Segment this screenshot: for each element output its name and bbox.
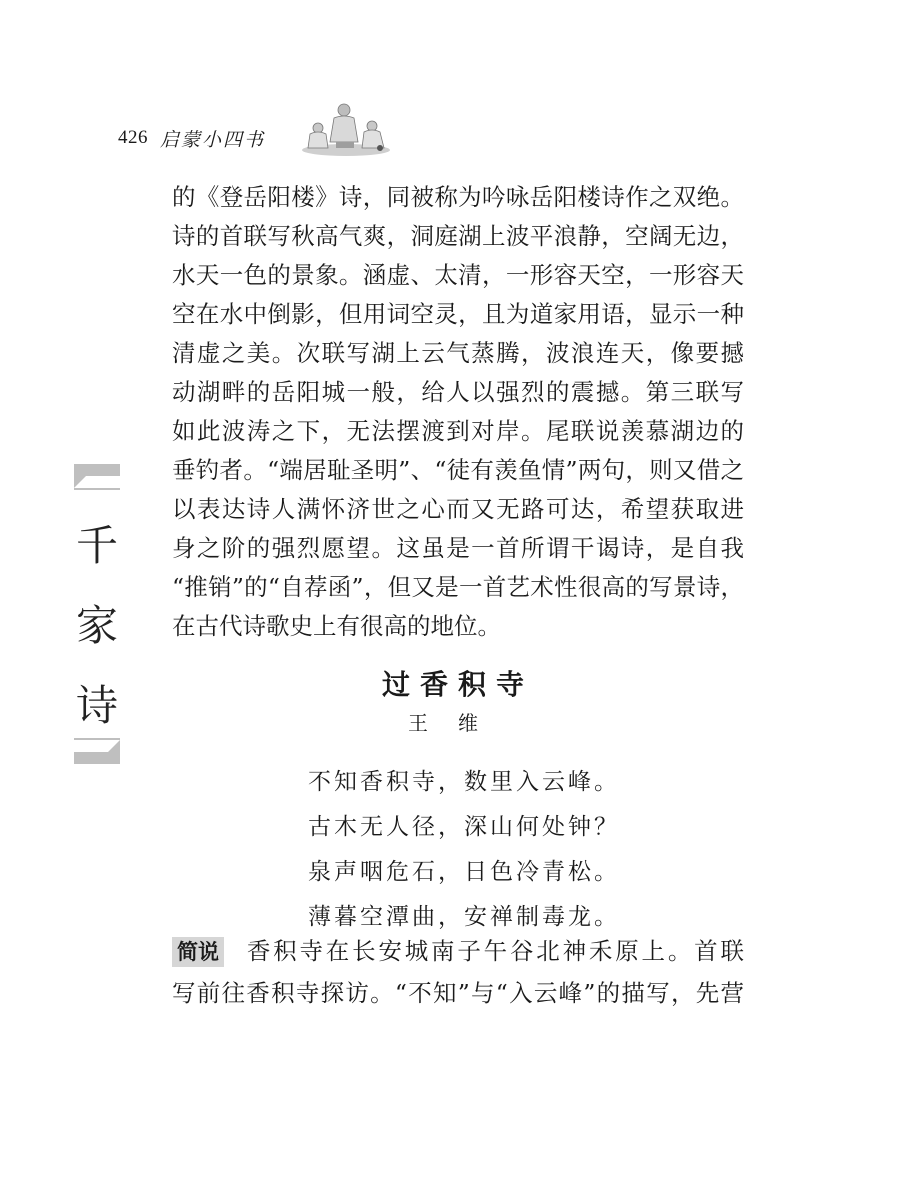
poem-author: 王维 [408,711,508,735]
running-header [118,118,265,158]
text-line: 身之阶的强烈愿望。这虽是一首所谓干谒诗，是自我 [172,534,744,562]
text-line: 动湖畔的岳阳城一般，给人以强烈的震撼。第三联写 [172,378,744,406]
side-tab-bottom-bracket [72,738,122,766]
text-line: 在古代诗歌史上有很高的地位。 [172,612,501,640]
text-line: 诗的首联写秋高气爽，洞庭湖上波平浪静，空阔无边， [172,222,744,250]
note-text: 香积寺在长安城南子午谷北神禾原上。首联 [244,937,744,965]
note-text: 写前往香积寺探访。“不知”与“入云峰”的描写，先营 [172,979,744,1007]
poem-line: 薄暮空潭曲，安禅制毒龙。 [308,904,620,930]
poem-line: 不知香积寺，数里入云峰。 [308,769,620,795]
poem-line: 古木无人径，深山何处钟？ [308,814,620,840]
side-tab-char: 家 [75,601,118,650]
poem-line: 泉声咽危石，日色冷青松。 [308,859,620,885]
text-line: 空在水中倒影，但用词空灵，且为道家用语，显示一种 [172,300,744,328]
note-first-line [172,930,744,972]
text-line: 如此波涛之下，无法摆渡到对岸。尾联说羡慕湖边的 [172,417,744,445]
text-line: 垂钓者。“端居耻圣明”、“徒有羡鱼情”两句，则又借之 [172,456,744,484]
poem-body [308,760,620,940]
commentary-paragraph [172,178,744,646]
side-tab-char: 千 [75,521,118,570]
poem-title: 过香积寺 [381,668,534,701]
book-title: 启蒙小四书 [160,128,266,151]
side-tab-char: 诗 [75,681,118,730]
header-illustration [300,98,392,158]
section-side-tab [72,462,124,772]
text-line: 清虚之美。次联写湖上云气蒸腾，波浪连天，像要撼 [172,339,744,367]
brief-note [172,930,744,1014]
text-line: 以表达诗人满怀济世之心而又无路可达，希望获取进 [172,495,744,523]
text-line: 的《登岳阳楼》诗，同被称为吟咏岳阳楼诗作之双绝。 [172,183,744,211]
page-number: 426 [118,127,148,148]
note-label: 简说 [172,937,224,967]
text-line: “推销”的“自荐函”，但又是一首艺术性很高的写景诗， [172,573,744,601]
text-line: 水天一色的景象。涵虚、太清，一形容天空，一形容天 [172,261,744,289]
side-tab-top-bracket [72,462,122,490]
